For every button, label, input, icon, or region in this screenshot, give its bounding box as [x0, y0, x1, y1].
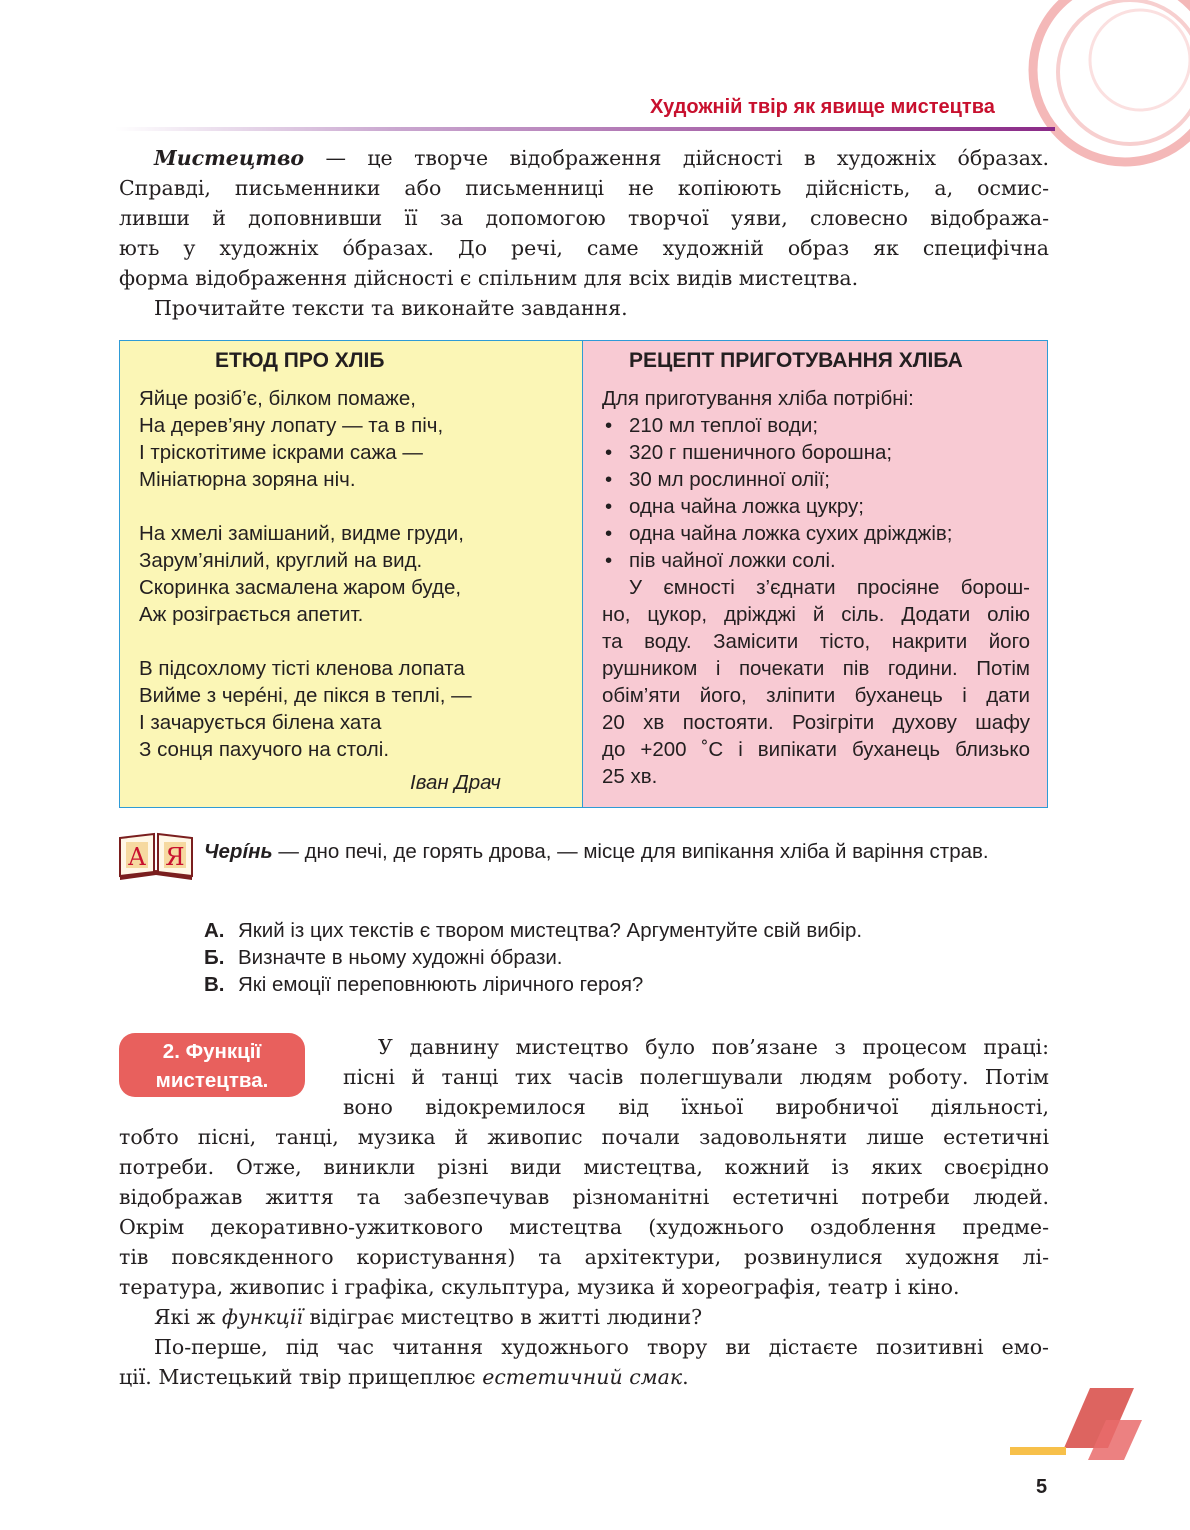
section-line: тів повсякденного користування) та архітектури, розвинулися художня лі- [119, 1245, 1049, 1269]
method-line: рушником і почекати пів години. Потім [602, 657, 1030, 680]
section-line: пісні й танці тих часів полегшували людям роботу. Потім [343, 1065, 1049, 1089]
section-line: Окрім декоративно-ужиткового мистецтва (художнього оздоблення предме- [119, 1215, 1049, 1239]
question-item: В. Які емоції переповнюють ліричного героя? [204, 973, 644, 996]
intro-line: Справді, письменники або письменниці не копіюють дійсність, а, осмис- [119, 176, 1049, 200]
section-line: тобто пісні, танці, музика й живопис почали задовольняти лише естетичні [119, 1125, 1049, 1149]
texts-comparison-table [119, 340, 1048, 808]
page-number: 5 [1036, 1476, 1048, 1498]
ingredient-item: • 210 мл теплої води; [602, 412, 1030, 439]
dictionary-icon [116, 832, 196, 882]
ingredient-item: • одна чайна ложка цукру; [602, 493, 1030, 520]
section-paragraph [119, 1122, 1049, 1392]
recipe-column [583, 341, 1047, 807]
section-line: тература, живопис і графіка, скульптура, музика й хореографія, театр і кіно. [119, 1275, 960, 1299]
ingredient-item: • 320 г пшеничного борошна; [602, 439, 1030, 466]
poem-line: Яйце розіб’є, білком помаже, [139, 387, 416, 410]
method-line: 20 хв постояти. Розігріти духову шафу [602, 711, 1030, 734]
section-paragraph-top [343, 1032, 1049, 1122]
recipe-intro: Для приготування хліба потрібні: [602, 387, 914, 410]
dictionary-entry [204, 838, 1050, 866]
method-line: 25 хв. [602, 765, 658, 788]
section-line: ції. Мистецький твір прищеплює естетичний смак. [119, 1365, 689, 1389]
section-line: По-перше, під час читання художнього твору ви дістаєте позитивні емо- [154, 1335, 1049, 1359]
dictionary-letter: Я [165, 843, 185, 871]
ingredient-item: • 30 мл рослинної олії; [602, 466, 1030, 493]
header-rule [115, 127, 1055, 131]
question-item: А. Який із цих текстів є твором мистецтва? Аргументуйте свій вибір. [204, 919, 863, 942]
intro-paragraph [119, 143, 1049, 323]
section-badge: 2. Функції мистецтва. [119, 1033, 305, 1097]
poem-line: Зарум’янілий, круглий на вид. [139, 549, 423, 572]
poem-line: На дерев’яну лопату — та в піч, [139, 414, 444, 437]
dictionary-letter: А [127, 843, 147, 871]
term-art: Мистецтво [154, 146, 305, 170]
recipe-title: РЕЦЕПТ ПРИГОТУВАННЯ ХЛІБА [629, 349, 963, 372]
poem-line: В підсохлому тісті кленова лопата [139, 657, 465, 680]
recipe-body [602, 385, 1030, 790]
intro-line: ють у художніх о́бразах. До речі, саме художній образ як специфічна [119, 236, 1049, 260]
poem-line: Скоринка засмалена жаром буде, [139, 576, 462, 599]
poem-line: Аж розіграється апетит. [139, 603, 364, 626]
dictionary-definition: — дно печі, де горять дрова, — місце для випікання хліба й варіння страв. [272, 840, 989, 863]
ingredient-item: • пів чайної ложки солі. [602, 547, 1030, 574]
method-line: обім’яти його, зліпити буханець і дати [602, 684, 1030, 707]
method-line: до +200 ˚С і випікати буханець близько [602, 738, 1030, 761]
corner-circles-decoration [1033, 0, 1190, 162]
ingredients-list [602, 412, 1030, 574]
functions-question: Які ж функції відіграє мистецтво в житті людини? [154, 1305, 703, 1329]
page-corner-decoration [1010, 1388, 1142, 1460]
question-item: Б. Визначте в ньому художні о́брази. [204, 946, 563, 969]
method-line: но, цукор, дріжджі й сіль. Додати олію [602, 603, 1030, 626]
poem-line: Вийме з черéні, де пікся в теплі, — [139, 684, 472, 707]
intro-line: ливши й доповнивши її за допомогою творчої уяви, словесно відобража- [119, 206, 1049, 230]
section-line: відображав життя та забезпечував різноманітні естетичні потреби людей. [119, 1185, 1049, 1209]
poem-author: Іван Драч [410, 771, 501, 794]
etude-title: ЕТЮД ПРО ХЛІБ [215, 349, 385, 372]
dictionary-term: Черíнь [204, 840, 273, 863]
poem-line: На хмелі замішаний, видме груди, [139, 522, 464, 545]
poem-line: І тріскотітиме іскрами сажа — [139, 441, 423, 464]
poem-line: Мініатюрна зоряна ніч. [139, 468, 356, 491]
section-line: У давнину мистецтво було пов’язане з процесом праці: [378, 1035, 1049, 1059]
poem-line: З сонця пахучого на столі. [139, 738, 390, 761]
section-line: воно відокремилося від їхньої виробничої діяльності, [343, 1095, 1049, 1119]
etude-column [120, 341, 583, 807]
poem-line: І зачарується білена хата [139, 711, 382, 734]
intro-line: форма відображення дійсності є спільним для всіх видів мистецтва. [119, 266, 859, 290]
method-line: У ємності з’єднати просіяне борош- [629, 576, 1030, 599]
method-line: та воду. Замісити тісто, накрити його [602, 630, 1030, 653]
instruction: Прочитайте тексти та виконайте завдання. [154, 296, 628, 320]
chapter-title: Художній твір як явище мистецтва [650, 96, 995, 118]
section-line: потреби. Отже, виникли різні види мистецтва, кожний із яких своєрідно [119, 1155, 1049, 1179]
ingredient-item: • одна чайна ложка сухих дріжджів; [602, 520, 1030, 547]
poem [139, 385, 472, 763]
intro-line: Мистецтво — це творче відображення дійсності в художніх о́бразах. [154, 146, 1049, 170]
